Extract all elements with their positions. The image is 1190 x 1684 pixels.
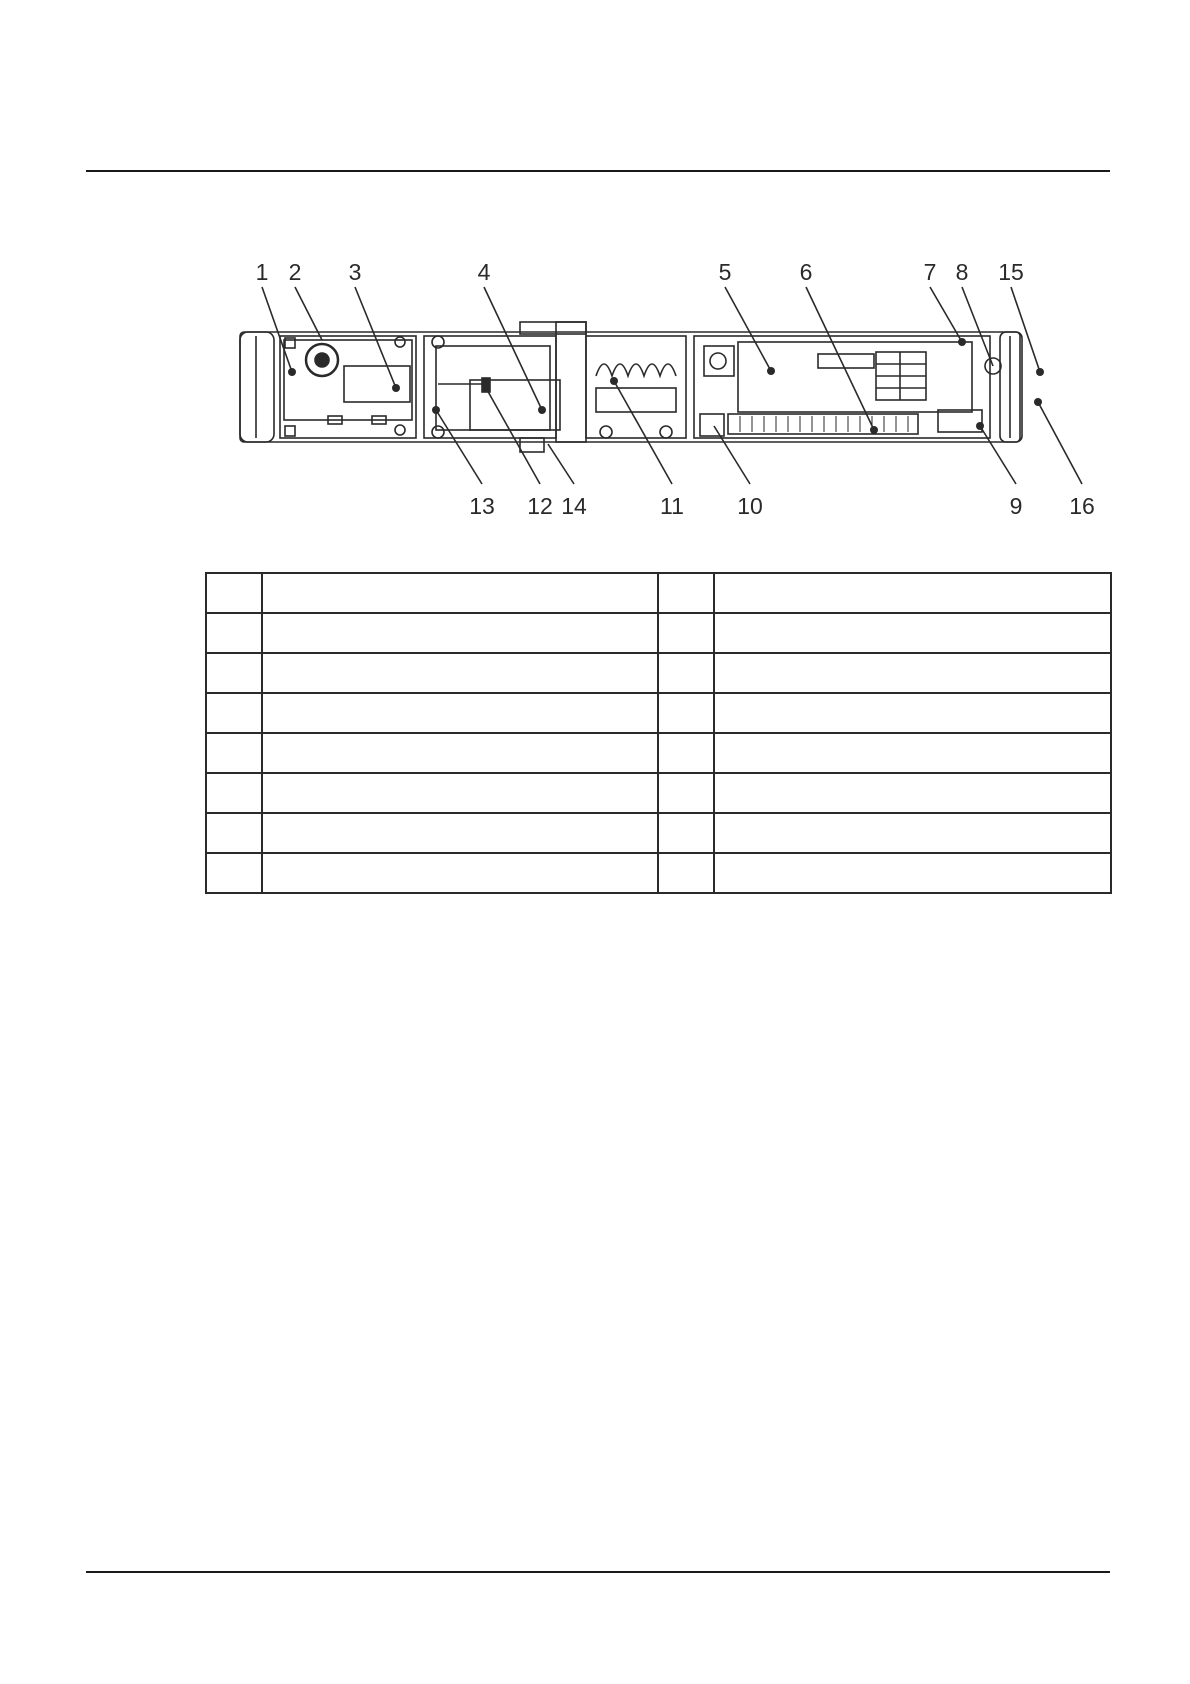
callout-10: 10 — [737, 493, 763, 519]
spring-coils — [596, 364, 676, 376]
parts-legend-table — [205, 572, 1112, 894]
door-operator-diagram — [0, 0, 1190, 540]
table-row — [206, 773, 1111, 813]
legend-number-cell — [206, 613, 262, 653]
legend-description-cell — [262, 813, 658, 853]
table-row — [206, 853, 1111, 893]
terminal-strip — [728, 414, 918, 434]
legend-number-cell — [658, 693, 714, 733]
callout-4: 4 — [477, 259, 491, 285]
legend-number-cell — [206, 693, 262, 733]
callout-8: 8 — [955, 259, 969, 285]
callout-13: 13 — [469, 493, 495, 519]
legend-description-cell — [714, 653, 1111, 693]
legend-description-cell — [262, 733, 658, 773]
shaft-pinion — [520, 438, 544, 452]
table-row — [206, 573, 1111, 613]
legend-number-cell — [206, 653, 262, 693]
legend-description-cell — [262, 653, 658, 693]
callout-6: 6 — [799, 259, 813, 285]
housing-outline — [240, 332, 1020, 442]
callout-12: 12 — [527, 493, 553, 519]
legend-number-cell — [658, 653, 714, 693]
spring-module — [586, 336, 686, 438]
legend-number-cell — [658, 613, 714, 653]
legend-number-cell — [658, 573, 714, 613]
legend-description-cell — [714, 813, 1111, 853]
footer-rule — [86, 1571, 1110, 1573]
legend-description-cell — [714, 613, 1111, 653]
fuse-holder — [938, 410, 982, 432]
legend-number-cell — [658, 853, 714, 893]
legend-number-cell — [658, 813, 714, 853]
legend-description-cell — [714, 733, 1111, 773]
callout-14: 14 — [561, 493, 587, 519]
legend-number-cell — [658, 733, 714, 773]
table-row — [206, 653, 1111, 693]
callout-2: 2 — [288, 259, 302, 285]
legend-description-cell — [262, 613, 658, 653]
legend-description-cell — [714, 693, 1111, 733]
callout-5: 5 — [718, 259, 732, 285]
legend-number-cell — [206, 773, 262, 813]
legend-description-cell — [714, 773, 1111, 813]
legend-description-cell — [262, 853, 658, 893]
table-row — [206, 613, 1111, 653]
legend-description-cell — [262, 573, 658, 613]
callout-7: 7 — [923, 259, 937, 285]
left-end-cap — [240, 332, 274, 442]
legend-description-cell — [262, 773, 658, 813]
table-row — [206, 693, 1111, 733]
table-row — [206, 733, 1111, 773]
legend-number-cell — [206, 733, 262, 773]
legend-description-cell — [714, 853, 1111, 893]
callout-3: 3 — [348, 259, 362, 285]
legend-number-cell — [206, 573, 262, 613]
callout-15: 15 — [998, 259, 1024, 285]
right-end-cap — [1000, 332, 1022, 442]
legend-description-cell — [262, 693, 658, 733]
motor-label-plate — [344, 366, 410, 402]
callout-16: 16 — [1069, 493, 1095, 519]
control-display — [738, 342, 972, 412]
legend-number-cell — [658, 773, 714, 813]
callout-1: 1 — [255, 259, 269, 285]
legend-number-cell — [206, 853, 262, 893]
callout-11: 11 — [660, 493, 684, 519]
legend-number-cell — [206, 813, 262, 853]
table-row — [206, 813, 1111, 853]
legend-description-cell — [714, 573, 1111, 613]
callout-9: 9 — [1009, 493, 1023, 519]
